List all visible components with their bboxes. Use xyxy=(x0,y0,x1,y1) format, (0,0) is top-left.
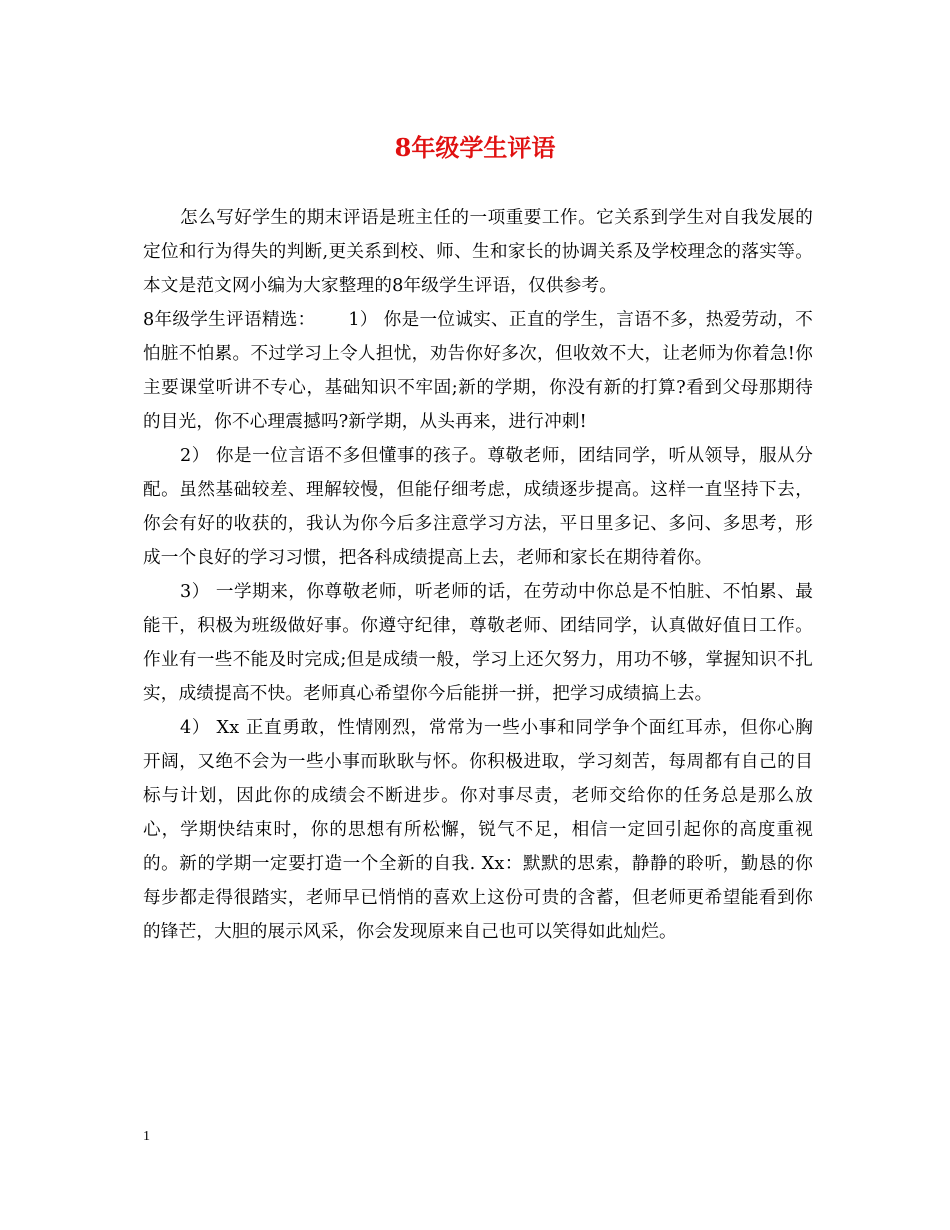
comment-paragraph-3: 3） 一学期来，你尊敬老师，听老师的话，在劳动中你总是不怕脏、不怕累、最能干，积极为班级做好事。你遵守纪律，尊敬老师、团结同学，认真做好值日工作。作业有一些不能及时完成;但是成绩一般，学习上还欠努力，用功不够，掌握知识不扎实，成绩提高不快。老师真心希望你今后能拼一拼，把学习成绩搞上去。 xyxy=(143,582,813,704)
comment-paragraph-2: 2） 你是一位言语不多但懂事的孩子。尊敬老师，团结同学，听从领导，服从分配。虽然基础较差、理解较慢，但能仔细考虑，成绩逐步提高。这样一直坚持下去，你会有好的收获的，我认为你今后多注意学习方法，平日里多记、多问、多思考，形成一个良好的学习习惯，把各科成绩提高上去，老师和家长在期待着你。 xyxy=(143,446,813,568)
page-number: 1 xyxy=(143,1129,150,1144)
document-title: 8年级学生评语 xyxy=(394,133,556,162)
comment-paragraph-1: 8年级学生评语精选： 1） 你是一位诚实、正直的学生，言语不多，热爱劳动，不怕脏不怕累。不过学习上令人担忧，劝告你好多次，但收效不大，让老师为你着急!你主要课堂听讲不专心，基础知识不牢固;新的学期，你没有新的打算?看到父母那期待的目光，你不心理震撼吗?新学期，从头再来，进行冲刺! xyxy=(143,310,813,432)
document-body xyxy=(143,201,813,949)
intro-paragraph: 怎么写好学生的期末评语是班主任的一项重要工作。它关系到学生对自我发展的定位和行为得失的判断,更关系到校、师、生和家长的协调关系及学校理念的落实等。本文是范文网小编为大家整理的8年级学生评语，仅供参考。 xyxy=(143,208,813,296)
comment-paragraph-4: 4） Xx 正直勇敢，性情刚烈，常常为一些小事和同学争个面红耳赤，但你心胸开阔，又绝不会为一些小事而耿耿与怀。你积极进取，学习刻苦，每周都有自己的目标与计划，因此你的成绩会不断进步。你对事尽责，老师交给你的任务总是那么放心，学期快结束时，你的思想有所松懈，锐气不足，相信一定回引起你的高度重视的。新的学期一定要打造一个全新的自我. Xx：默默的思索，静静的聆听，勤恳的你每步都走得很踏实，老师早已悄悄的喜欢上这份可贵的含蓄，但老师更希望能看到你的锋芒，大胆的展示风采，你会发现原来自己也可以笑得如此灿烂。 xyxy=(143,718,813,942)
